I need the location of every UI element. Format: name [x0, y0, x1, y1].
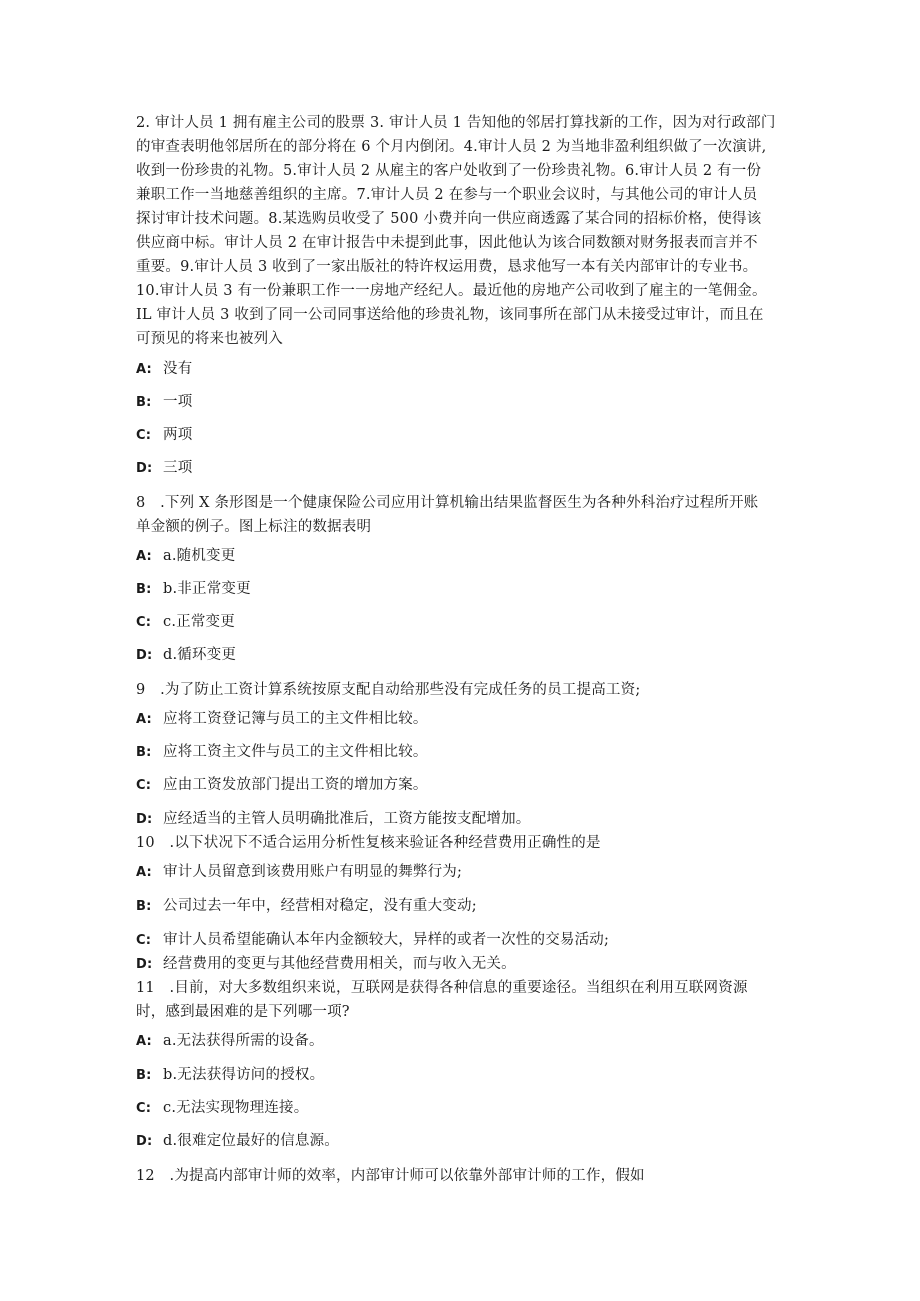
- option-text: d.很难定位最好的信息源。: [163, 1133, 339, 1149]
- question-11-option-b: [136, 1064, 324, 1087]
- option-label: D:: [136, 812, 153, 827]
- question-7-option-b: [136, 391, 192, 414]
- question-8-stem-line: 8 .下列 X 条形图是一个健康保险公司应用计算机输出结果监督医生为各种外科治疗过程所开账: [136, 495, 759, 511]
- question-7-line: IL 审计人员 3 收到了同一公司同事送给他的珍贵礼物，该同事所在部门从未接受过审计，而且在: [136, 307, 764, 323]
- option-text: 一项: [163, 394, 193, 410]
- option-label: A:: [136, 865, 152, 880]
- option-text: 公司过去一年中，经营相对稳定，没有重大变动;: [163, 898, 477, 914]
- question-9-option-c: [136, 774, 428, 797]
- question-10-option-c: [136, 929, 609, 952]
- option-text: 三项: [163, 460, 193, 476]
- question-7-line: 重要。9.审计人员 3 收到了一家出版社的特许权运用费，恳求他写一本有关内部审计的专业书。: [136, 259, 758, 275]
- option-text: a.随机变更: [163, 548, 236, 564]
- option-label: B:: [136, 745, 152, 760]
- question-7-line: 10.审计人员 3 有一份兼职工作一一房地产经纪人。最近他的房地产公司收到了雇主的一笔佣金。: [136, 283, 767, 299]
- question-7-line: 探讨审计技术问题。8.某选购员收受了 500 小费并向一供应商透露了某合同的招标价格，使得该: [136, 211, 762, 227]
- option-text: 审计人员希望能确认本年内金额较大，异样的或者一次性的交易活动;: [163, 932, 610, 948]
- option-label: B:: [136, 899, 152, 914]
- question-11-option-a: [136, 1030, 324, 1053]
- option-text: b.非正常变更: [163, 581, 251, 597]
- option-label: A:: [136, 712, 152, 727]
- option-label: D:: [136, 1134, 153, 1149]
- option-label: C:: [136, 1101, 152, 1116]
- option-text: c.无法实现物理连接。: [163, 1100, 309, 1116]
- option-text: 两项: [163, 427, 193, 443]
- question-7-option-d: [136, 457, 192, 480]
- question-7-option-c: [136, 424, 192, 447]
- question-11-option-d: [136, 1130, 339, 1153]
- option-text: 没有: [163, 361, 193, 377]
- option-label: C:: [136, 933, 152, 948]
- option-label: B:: [136, 582, 152, 597]
- question-9-option-d: [136, 808, 531, 831]
- option-text: 经营费用的变更与其他经营费用相关，而与收入无关。: [163, 956, 516, 972]
- option-text: 应将工资主文件与员工的主文件相比较。: [163, 744, 428, 760]
- option-text: a.无法获得所需的设备。: [163, 1033, 324, 1049]
- option-text: 审计人员留意到该费用账户有明显的舞弊行为;: [163, 864, 463, 880]
- question-8-stem-line: 单金额的例子。图上标注的数据表明: [136, 519, 372, 535]
- option-label: C:: [136, 428, 152, 443]
- question-9-option-b: [136, 741, 428, 764]
- question-9-option-a: [136, 708, 428, 731]
- question-7-line: 2. 审计人员 1 拥有雇主公司的股票 3. 审计人员 1 告知他的邻居打算找新的工作，因为对行政部门: [136, 115, 776, 131]
- question-8-option-b: [136, 578, 251, 601]
- question-7-line: 兼职工作一当地慈善组织的主席。7.审计人员 2 在参与一个职业会议时，与其他公司的审计人员: [136, 187, 758, 203]
- option-label: B:: [136, 1068, 152, 1083]
- option-label: D:: [136, 648, 153, 663]
- question-10-stem-line: 10 .以下状况下不适合运用分析性复核来验证各种经营费用正确性的是: [136, 835, 601, 851]
- question-11-option-c: [136, 1097, 308, 1120]
- question-10-option-b: [136, 895, 477, 918]
- option-label: A:: [136, 362, 152, 377]
- option-label: D:: [136, 461, 153, 476]
- option-label: C:: [136, 778, 152, 793]
- option-text: d.循环变更: [163, 647, 237, 663]
- question-8-option-c: [136, 611, 235, 634]
- option-text: b.无法获得访问的授权。: [163, 1067, 325, 1083]
- question-7-line: 的审查表明他邻居所在的部分将在 6 个月内倒闭。4.审计人员 2 为当地非盈利组织做了一次演讲,: [136, 139, 767, 155]
- question-9-stem-line: 9 .为了防止工资计算系统按原支配自动给那些没有完成任务的员工提高工资;: [136, 682, 641, 698]
- question-7-line: 收到一份珍贵的礼物。5.审计人员 2 从雇主的客户处收到了一份珍贵礼物。6.审计人员 2 有一份: [136, 163, 762, 179]
- question-11-stem-line: 11 .目前，对大多数组织来说，互联网是获得各种信息的重要途径。当组织在利用互联网资源: [136, 980, 748, 996]
- option-label: D:: [136, 957, 153, 972]
- option-text: 应将工资登记簿与员工的主文件相比较。: [163, 711, 428, 727]
- question-10-option-a: [136, 861, 462, 884]
- option-text: 应由工资发放部门提出工资的增加方案。: [163, 777, 428, 793]
- option-text: c.正常变更: [163, 614, 235, 630]
- option-label: B:: [136, 395, 152, 410]
- question-11-stem-line: 时，感到最困难的是下列哪一项?: [136, 1004, 350, 1020]
- question-10-option-d: [136, 953, 516, 976]
- option-label: C:: [136, 615, 152, 630]
- question-12-stem-line: 12 .为提高内部审计师的效率，内部审计师可以依靠外部审计师的工作，假如: [136, 1168, 645, 1184]
- option-text: 应经适当的主管人员明确批准后，工资方能按支配增加。: [163, 811, 531, 827]
- question-7-line: 可预见的将来也被列入: [136, 331, 283, 347]
- option-label: A:: [136, 549, 152, 564]
- question-7-line: 供应商中标。审计人员 2 在审计报告中未提到此事，因此他认为该合同数额对财务报表而言并不: [136, 235, 758, 251]
- option-label: A:: [136, 1034, 152, 1049]
- question-7-option-a: [136, 358, 192, 381]
- question-8-option-d: [136, 644, 236, 667]
- question-8-option-a: [136, 545, 235, 568]
